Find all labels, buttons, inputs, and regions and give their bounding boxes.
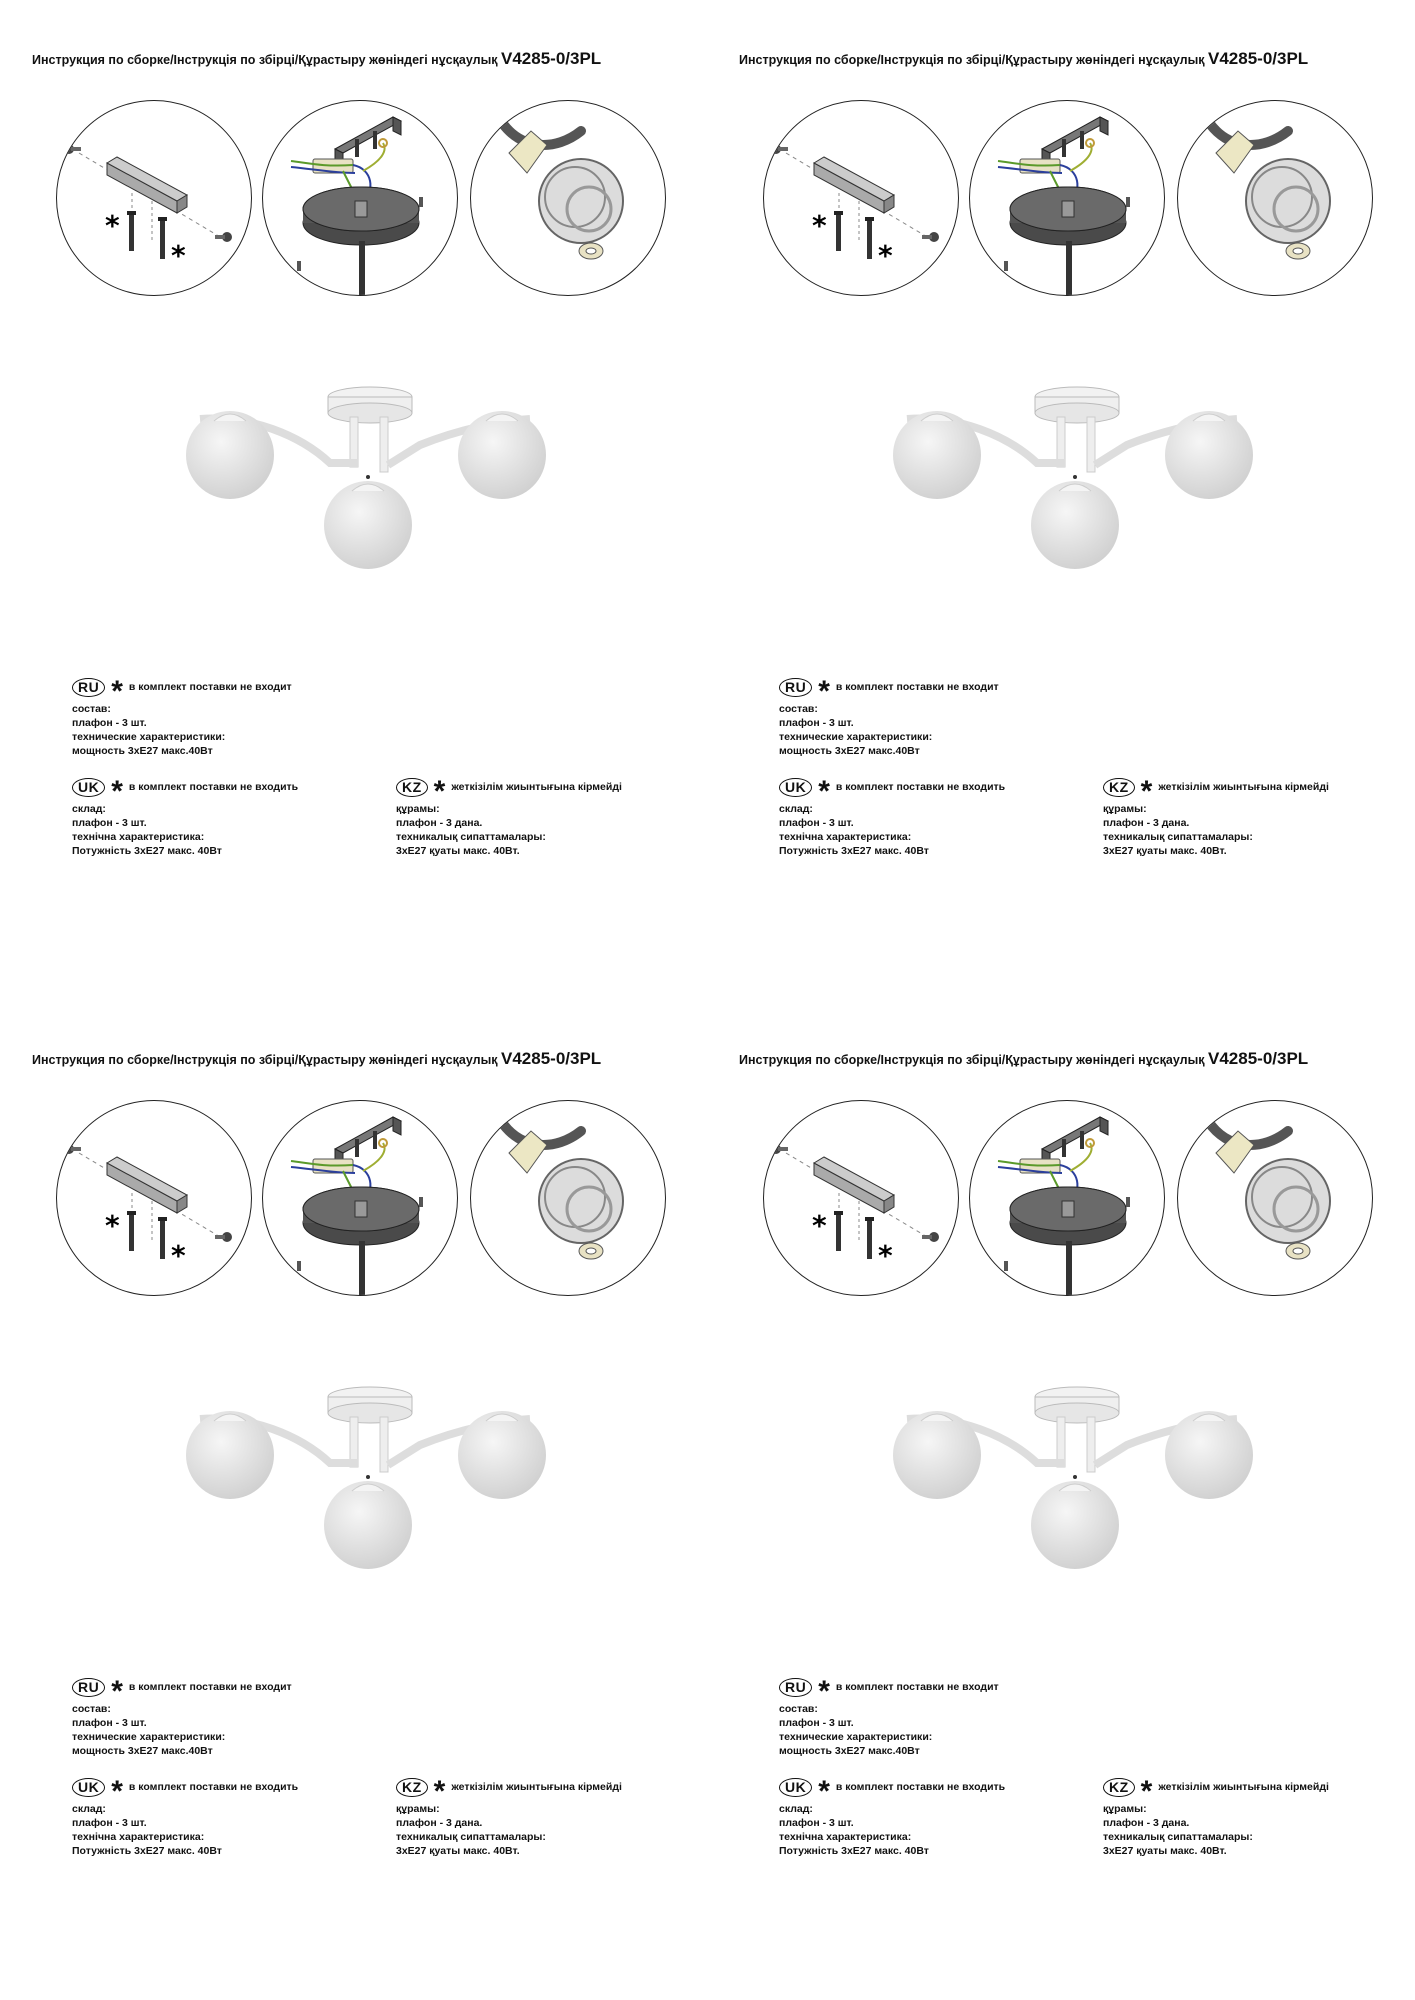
legend-line: плафон - 3 дана. xyxy=(1103,1817,1190,1829)
legend-line: состав: xyxy=(72,1703,111,1715)
wiring-canopy-icon xyxy=(263,1101,457,1295)
language-badge-uk: UK xyxy=(779,1778,812,1797)
legend-ru xyxy=(72,1676,292,1758)
glass-shade-icon xyxy=(1178,1101,1372,1295)
instruction-title: Инструкция по сборке/Інструкція по збірці/Құрастыру жөніндегі нұсқаулық V4285-0/3PL xyxy=(739,1049,1309,1068)
legend-line: құрамы: xyxy=(1103,803,1147,815)
legend-line: мощность 3хЕ27 макс.40Вт xyxy=(72,1745,213,1757)
legend-note: в комплект поставки не входит xyxy=(835,681,999,693)
star-marker: * xyxy=(111,1775,123,1808)
language-badge-kz: KZ xyxy=(396,1778,428,1797)
legend-line: плафон - 3 дана. xyxy=(396,817,483,829)
star-marker: * xyxy=(812,1209,827,1242)
step-3-shade xyxy=(470,1100,666,1296)
star-marker: * xyxy=(878,239,893,272)
legend-line: Потужність 3хЕ27 макс. 40Вт xyxy=(779,1845,929,1857)
step-1-mounting-bar xyxy=(763,100,959,296)
product-image xyxy=(887,1385,1257,1585)
step-2-wiring xyxy=(262,1100,458,1296)
star-marker: * xyxy=(433,1775,446,1808)
star-marker: * xyxy=(433,775,446,808)
three-arm-ceiling-lamp-icon xyxy=(887,1385,1257,1585)
legend-line: 3хЕ27 қуаты макс. 40Вт. xyxy=(1103,1845,1227,1857)
mounting-bar-screws-icon xyxy=(764,1101,958,1295)
instruction-panel-2 xyxy=(707,0,1414,1000)
legend-line: мощность 3хЕ27 макс.40Вт xyxy=(779,745,920,757)
legend-line: 3хЕ27 қуаты макс. 40Вт. xyxy=(396,845,520,857)
legend-line: плафон - 3 шт. xyxy=(72,1817,147,1829)
legend-line: технические характеристики: xyxy=(779,731,933,743)
legend-ru xyxy=(779,1676,999,1758)
legend-line: техникалық сипаттамалары: xyxy=(1103,1831,1253,1843)
language-badge-ru: RU xyxy=(72,1678,105,1697)
star-marker: * xyxy=(171,239,186,272)
legend-line: техникалық сипаттамалары: xyxy=(396,831,546,843)
legend-line: құрамы: xyxy=(1103,1803,1147,1815)
legend-line: склад: xyxy=(779,1803,813,1815)
model-number: V4285-0/3PL xyxy=(1208,49,1309,68)
language-badge-uk: UK xyxy=(72,778,105,797)
legend-note: в комплект поставки не входить xyxy=(128,781,299,793)
instruction-panel-1 xyxy=(0,0,707,1000)
legend-line: технічна характеристика: xyxy=(72,1831,205,1843)
legend-line: 3хЕ27 қуаты макс. 40Вт. xyxy=(1103,845,1227,857)
star-marker: * xyxy=(111,1675,123,1708)
legend-line: плафон - 3 шт. xyxy=(779,1817,854,1829)
legend-line: технические характеристики: xyxy=(779,1731,933,1743)
legend-kz xyxy=(1103,1776,1329,1858)
glass-shade-icon xyxy=(1178,101,1372,295)
instruction-panel-3 xyxy=(0,1000,707,2000)
legend-note: в комплект поставки не входить xyxy=(128,1781,299,1793)
wiring-canopy-icon xyxy=(970,1101,1164,1295)
legend-line: состав: xyxy=(72,703,111,715)
legend-line: плафон - 3 шт. xyxy=(72,717,147,729)
legend-note: жеткізілім жиынтығына кірмейді xyxy=(451,1781,622,1793)
star-marker: * xyxy=(105,1209,120,1242)
legend-uk xyxy=(72,1776,298,1858)
legend-line: техникалық сипаттамалары: xyxy=(1103,831,1253,843)
step-3-shade xyxy=(470,100,666,296)
legend-line: технічна характеристика: xyxy=(779,1831,912,1843)
legend-kz xyxy=(1103,776,1329,858)
legend-uk xyxy=(72,776,298,858)
instruction-panel-4 xyxy=(707,1000,1414,2000)
legend-line: плафон - 3 шт. xyxy=(779,1717,854,1729)
step-2-wiring xyxy=(262,100,458,296)
language-badge-ru: RU xyxy=(779,678,812,697)
step-3-shade xyxy=(1177,100,1373,296)
language-badge-ru: RU xyxy=(72,678,105,697)
star-marker: * xyxy=(1140,775,1153,808)
legend-ru xyxy=(779,676,999,758)
legend-uk xyxy=(779,776,1005,858)
star-marker: * xyxy=(105,209,120,242)
three-arm-ceiling-lamp-icon xyxy=(887,385,1257,585)
step-2-wiring xyxy=(969,100,1165,296)
legend-line: плафон - 3 шт. xyxy=(72,817,147,829)
glass-shade-icon xyxy=(471,1101,665,1295)
language-badge-uk: UK xyxy=(72,1778,105,1797)
language-badge-ru: RU xyxy=(779,1678,812,1697)
star-marker: * xyxy=(111,775,123,808)
star-marker: * xyxy=(878,1239,893,1272)
product-image xyxy=(887,385,1257,585)
model-number: V4285-0/3PL xyxy=(1208,1049,1309,1068)
step-1-mounting-bar xyxy=(56,100,252,296)
language-badge-kz: KZ xyxy=(1103,778,1135,797)
glass-shade-icon xyxy=(471,101,665,295)
legend-note: жеткізілім жиынтығына кірмейді xyxy=(451,781,622,793)
star-marker: * xyxy=(818,1675,830,1708)
legend-line: техникалық сипаттамалары: xyxy=(396,1831,546,1843)
model-number: V4285-0/3PL xyxy=(501,1049,602,1068)
language-badge-kz: KZ xyxy=(1103,1778,1135,1797)
legend-line: технические характеристики: xyxy=(72,731,226,743)
wiring-canopy-icon xyxy=(263,101,457,295)
legend-line: состав: xyxy=(779,1703,818,1715)
legend-line: склад: xyxy=(779,803,813,815)
step-1-mounting-bar xyxy=(763,1100,959,1296)
legend-note: жеткізілім жиынтығына кірмейді xyxy=(1158,781,1329,793)
wiring-canopy-icon xyxy=(970,101,1164,295)
star-marker: * xyxy=(818,675,830,708)
legend-line: құрамы: xyxy=(396,1803,440,1815)
legend-uk xyxy=(779,1776,1005,1858)
three-arm-ceiling-lamp-icon xyxy=(180,1385,550,1585)
star-marker: * xyxy=(111,675,123,708)
legend-kz xyxy=(396,776,622,858)
legend-line: плафон - 3 шт. xyxy=(779,717,854,729)
legend-line: Потужність 3хЕ27 макс. 40Вт xyxy=(72,845,222,857)
mounting-bar-screws-icon xyxy=(57,1101,251,1295)
legend-line: склад: xyxy=(72,803,106,815)
legend-line: 3хЕ27 қуаты макс. 40Вт. xyxy=(396,1845,520,1857)
instruction-title: Инструкция по сборке/Інструкція по збірці/Құрастыру жөніндегі нұсқаулық V4285-0/3PL xyxy=(32,49,602,68)
instruction-title: Инструкция по сборке/Інструкція по збірці/Құрастыру жөніндегі нұсқаулық V4285-0/3PL xyxy=(32,1049,602,1068)
star-marker: * xyxy=(1140,1775,1153,1808)
model-number: V4285-0/3PL xyxy=(501,49,602,68)
star-marker: * xyxy=(818,775,830,808)
legend-note: жеткізілім жиынтығына кірмейді xyxy=(1158,1781,1329,1793)
legend-line: плафон - 3 дана. xyxy=(396,1817,483,1829)
step-1-mounting-bar xyxy=(56,1100,252,1296)
legend-line: мощность 3хЕ27 макс.40Вт xyxy=(779,1745,920,1757)
legend-line: Потужність 3хЕ27 макс. 40Вт xyxy=(779,845,929,857)
instruction-title: Инструкция по сборке/Інструкція по збірці/Құрастыру жөніндегі нұсқаулық V4285-0/3PL xyxy=(739,49,1309,68)
mounting-bar-screws-icon xyxy=(764,101,958,295)
legend-line: склад: xyxy=(72,1803,106,1815)
legend-line: мощность 3хЕ27 макс.40Вт xyxy=(72,745,213,757)
legend-line: технічна характеристика: xyxy=(779,831,912,843)
legend-line: құрамы: xyxy=(396,803,440,815)
legend-line: плафон - 3 дана. xyxy=(1103,817,1190,829)
legend-note: в комплект поставки не входить xyxy=(835,781,1006,793)
star-marker: * xyxy=(818,1775,830,1808)
legend-line: технічна характеристика: xyxy=(72,831,205,843)
product-image xyxy=(180,385,550,585)
legend-line: технические характеристики: xyxy=(72,1731,226,1743)
legend-note: в комплект поставки не входит xyxy=(128,1681,292,1693)
legend-note: в комплект поставки не входит xyxy=(128,681,292,693)
language-badge-kz: KZ xyxy=(396,778,428,797)
star-marker: * xyxy=(812,209,827,242)
legend-line: плафон - 3 шт. xyxy=(779,817,854,829)
legend-line: Потужність 3хЕ27 макс. 40Вт xyxy=(72,1845,222,1857)
star-marker: * xyxy=(171,1239,186,1272)
legend-line: плафон - 3 шт. xyxy=(72,1717,147,1729)
three-arm-ceiling-lamp-icon xyxy=(180,385,550,585)
legend-line: состав: xyxy=(779,703,818,715)
mounting-bar-screws-icon xyxy=(57,101,251,295)
step-3-shade xyxy=(1177,1100,1373,1296)
step-2-wiring xyxy=(969,1100,1165,1296)
legend-kz xyxy=(396,1776,622,1858)
legend-note: в комплект поставки не входит xyxy=(835,1681,999,1693)
product-image xyxy=(180,1385,550,1585)
legend-note: в комплект поставки не входить xyxy=(835,1781,1006,1793)
language-badge-uk: UK xyxy=(779,778,812,797)
legend-ru xyxy=(72,676,292,758)
